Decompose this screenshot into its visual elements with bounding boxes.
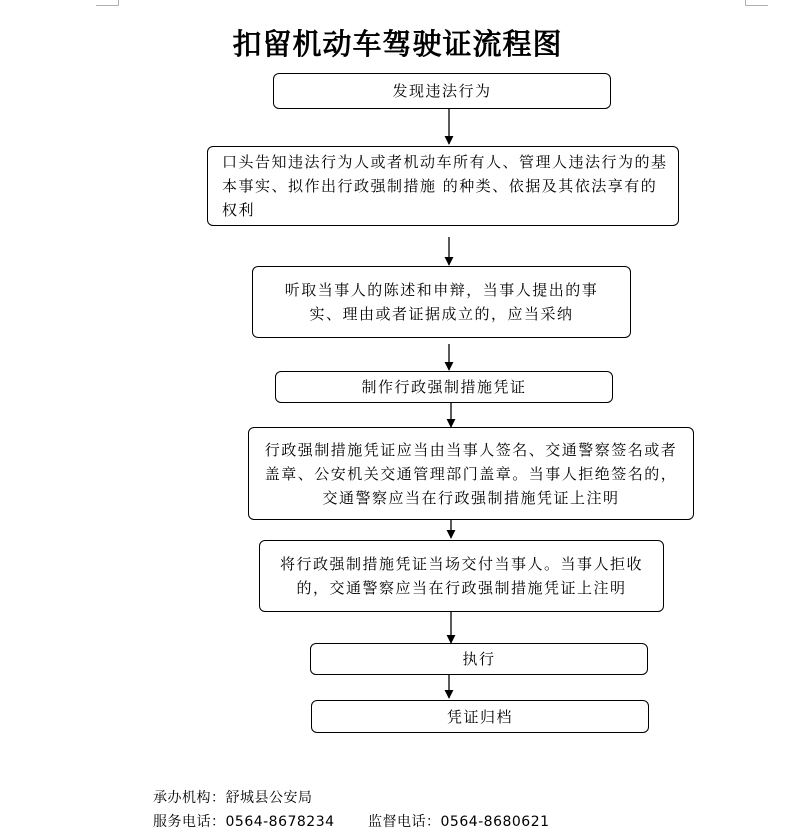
step-archive-voucher [311,700,649,733]
step-text: 听取当事人的陈述和申辩，当事人提出的事实、理由或者证据成立的，应当采纳 [284,281,599,323]
footer-service-phone [153,811,335,831]
service-phone-label: 服务电话： [153,814,226,830]
step-text: 行政强制措施凭证应当由当事人签名、交通警察签名或者盖章、公安机关交通管理部门盖章。当事人拒绝签名的，交通警察应当在行政强制措施凭证上注明 [264,440,678,507]
service-phone-number: 0564-8678234 [225,814,335,830]
step-make-voucher [275,371,613,403]
page-corner-mark-left [96,0,119,6]
step-text: 将行政强制措施凭证当场交付当事人。当事人拒收的，交通警察应当在行政强制措施凭证上注明 [279,555,643,597]
step-text: 制作行政强制措施凭证 [361,378,527,396]
footer-agency [153,787,313,807]
agency-name: 舒城县公安局 [225,790,313,806]
step-text: 凭证归档 [446,707,513,726]
agency-label: 承办机构： [153,790,226,806]
step-text: 口头告知违法行为人或者机动车所有人、管理人违法行为的基本事实、拟作出行政强制措施 的种类、依据及其依法享有的权利 [222,153,668,219]
step-sign-voucher [248,427,694,520]
supervise-phone-label: 监督电话： [368,814,441,830]
step-discover-violation [273,73,611,109]
step-text: 发现违法行为 [392,82,492,100]
footer-supervise-phone [368,811,550,831]
page-corner-mark-right [745,0,768,6]
supervise-phone-number: 0564-8680621 [440,814,550,830]
step-verbal-notice [207,146,679,226]
step-hear-statement [252,266,631,338]
step-execute [310,643,648,675]
step-deliver-voucher [259,540,664,612]
step-text: 执行 [462,650,496,668]
flowchart-title: 扣留机动车驾驶证流程图 [232,27,563,61]
